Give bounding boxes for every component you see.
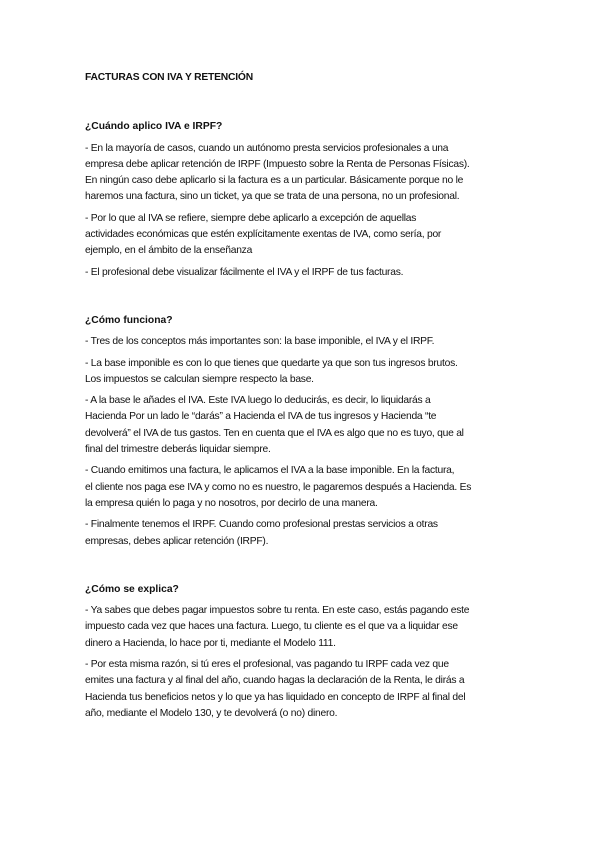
text-line: Hacienda Por un lado le “darás” a Hacienda el IVA de tus ingresos y Hacienda “te <box>85 411 437 423</box>
text-line: - A la base le añades el IVA. Este IVA luego lo deducirás, es decir, lo liquidarás a <box>85 395 431 407</box>
section-heading: ¿Cuándo aplico IVA e IRPF? <box>85 121 223 133</box>
paragraph <box>85 265 555 281</box>
text-line: la empresa quién lo paga y no nosotros, por decirlo de una manera. <box>85 497 378 509</box>
text-line: ejemplo, en el ámbito de la enseñanza <box>85 245 253 257</box>
text-line: En ningún caso debe aplicarlo si la factura es a un particular. Básicamente porque no le <box>85 175 464 187</box>
text-line: - Por lo que al IVA se refiere, siempre debe aplicarlo a excepción de aquellas <box>85 212 417 224</box>
text-line: impuesto cada vez que haces una factura. Luego, tu cliente es el que va a liquidar ese <box>85 621 458 633</box>
section-heading: ¿Cómo funciona? <box>85 314 173 326</box>
text-line: - En la mayoría de casos, cuando un autónomo presta servicios profesionales a una <box>85 142 449 154</box>
text-line: empresa debe aplicar retención de IRPF (Impuesto sobre la Renta de Personas Físicas). <box>85 158 470 170</box>
section <box>85 582 555 722</box>
text-line: año, mediante el Modelo 130, y te devolverá (o no) dinero. <box>85 707 338 719</box>
paragraph <box>85 393 555 458</box>
section <box>85 313 555 550</box>
text-line: - Tres de los conceptos más importantes son: la base imponible, el IVA y el IRPF. <box>85 336 435 348</box>
text-line: empresas, debes aplicar retención (IRPF). <box>85 535 269 547</box>
text-line: - Cuando emitimos una factura, le aplicamos el IVA a la base imponible. En la factura, <box>85 465 455 477</box>
paragraph <box>85 517 555 550</box>
text-line: haremos una factura, sino un ticket, ya que se trata de una persona, no un profesional. <box>85 191 460 203</box>
text-line: - El profesional debe visualizar fácilmente el IVA y el IRPF de tus facturas. <box>85 266 404 278</box>
text-line: Hacienda tus beneficios netos y lo que ya has liquidado en concepto de IRPF al final del <box>85 691 466 703</box>
paragraph <box>85 211 555 260</box>
text-line: emites una factura y al final del año, cuando hagas la declaración de la Renta, le dirás a <box>85 675 465 687</box>
text-line: devolverá” el IVA de tus gastos. Ten en cuenta que el IVA es algo que no es tuyo, que al <box>85 427 464 439</box>
paragraph <box>85 356 555 389</box>
section-heading: ¿Cómo se explica? <box>85 583 179 595</box>
paragraph <box>85 141 555 206</box>
document-body <box>85 119 555 722</box>
paragraph <box>85 657 555 722</box>
text-line: dinero a Hacienda, lo hace por ti, mediante el Modelo 111. <box>85 637 336 649</box>
document-page <box>85 70 555 754</box>
paragraph <box>85 334 555 350</box>
text-line: el cliente nos paga ese IVA y como no es nuestro, le pagaremos después a Hacienda. Es <box>85 481 472 493</box>
document-title: FACTURAS CON IVA Y RETENCIÓN <box>85 72 253 83</box>
paragraph <box>85 463 555 512</box>
text-line: - Por esta misma razón, si tú eres el profesional, vas pagando tu IRPF cada vez que <box>85 659 449 671</box>
text-line: - La base imponible es con lo que tienes que quedarte ya que son tus ingresos brutos. <box>85 357 458 369</box>
text-line: - Finalmente tenemos el IRPF. Cuando como profesional prestas servicios a otras <box>85 519 438 531</box>
paragraph <box>85 603 555 652</box>
text-line: actividades económicas que estén explícitamente exentas de IVA, como sería, por <box>85 229 442 241</box>
text-line: - Ya sabes que debes pagar impuestos sobre tu renta. En este caso, estás pagando este <box>85 605 470 617</box>
text-line: Los impuestos se calculan siempre respecto la base. <box>85 373 314 385</box>
section <box>85 119 555 281</box>
text-line: final del trimestre deberás liquidar siempre. <box>85 444 271 456</box>
